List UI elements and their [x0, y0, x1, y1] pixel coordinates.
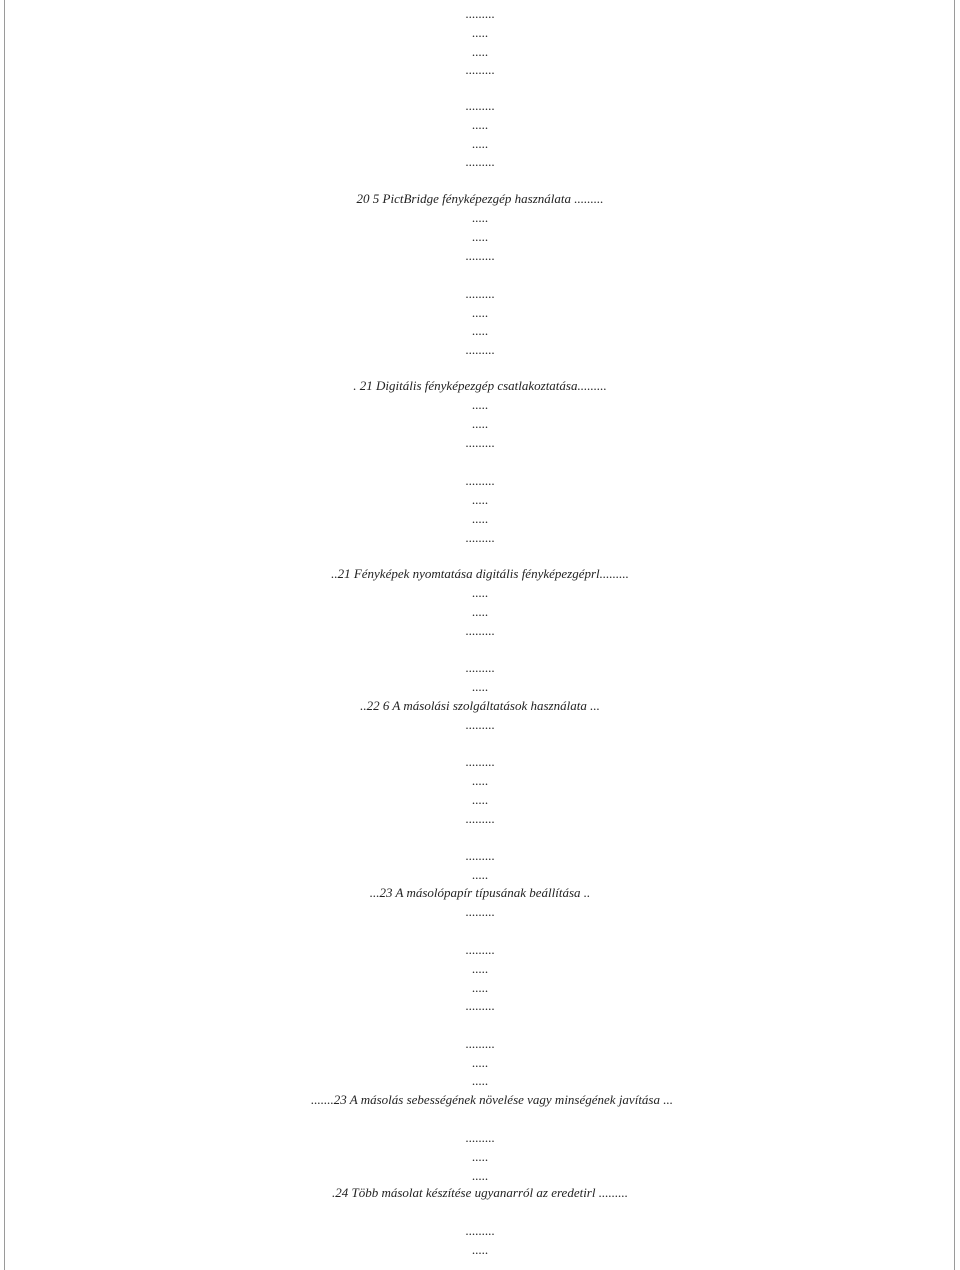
dot-leader-line: ..... [471, 1242, 489, 1257]
dot-leader-line: ..... [471, 323, 489, 338]
dot-leader-line: ..... [471, 25, 489, 40]
dot-leader-line: ..... [471, 867, 489, 882]
dot-leader-line: ..... [471, 1168, 489, 1183]
left-page-border [4, 0, 5, 1270]
dot-leader-line: ..... [471, 773, 489, 788]
dot-leader-line: ......... [465, 660, 495, 675]
dot-leader-line: ......... [465, 717, 495, 732]
toc-entry-copy-speed-quality: .......23 A másolás sebességének növelése vagy minségének javítása ... [311, 1092, 673, 1107]
dot-leader-line: ..... [471, 511, 489, 526]
dot-leader-line: ......... [465, 154, 495, 169]
dot-leader-line: ......... [465, 754, 495, 769]
dot-leader-line: ......... [465, 6, 495, 21]
dot-leader-line: ..... [471, 1149, 489, 1164]
dot-leader-line: ......... [465, 623, 495, 638]
dot-leader-line: ......... [465, 811, 495, 826]
dot-leader-line: ......... [465, 904, 495, 919]
dot-leader-line: ..... [471, 679, 489, 694]
dot-leader-line: ......... [465, 342, 495, 357]
toc-entry-photo-printing: ..21 Fényképek nyomtatása digitális fényképezgéprl......... [331, 566, 629, 581]
dot-leader-line: ......... [465, 1223, 495, 1238]
dot-leader-line: ..... [471, 44, 489, 59]
toc-entry-camera-connect: . 21 Digitális fényképezgép csatlakoztatása......... [353, 378, 607, 393]
dot-leader-line: ......... [465, 62, 495, 77]
dot-leader-line: ..... [471, 604, 489, 619]
dot-leader-line: ......... [465, 435, 495, 450]
dot-leader-line: ..... [471, 229, 489, 244]
dot-leader-line: ..... [471, 980, 489, 995]
right-page-border [954, 0, 955, 1270]
toc-entry-paper-type: ...23 A másolópapír típusának beállítása .. [369, 885, 591, 900]
dot-leader-line: ..... [471, 210, 489, 225]
dot-leader-line: ..... [471, 585, 489, 600]
toc-entry-copy-services: ..22 6 A másolási szolgáltatások használata ... [360, 698, 600, 713]
dot-leader-line: ..... [471, 1055, 489, 1070]
dot-leader-line: ......... [465, 98, 495, 113]
dot-leader-line: ......... [465, 1130, 495, 1145]
dot-leader-line: ......... [465, 1036, 495, 1051]
dot-leader-line: ......... [465, 248, 495, 263]
dot-leader-line: ..... [471, 792, 489, 807]
dot-leader-line: ......... [465, 530, 495, 545]
dot-leader-line: ..... [471, 961, 489, 976]
toc-entry-multiple-copies: .24 Több másolat készítése ugyanarról az eredetirl ......... [332, 1185, 628, 1200]
dot-leader-line: ..... [471, 117, 489, 132]
toc-entry-pictbridge: 20 5 PictBridge fényképezgép használata ......... [356, 191, 604, 206]
dot-leader-line: ..... [471, 416, 489, 431]
dot-leader-line: ..... [471, 492, 489, 507]
dot-leader-line: ..... [471, 305, 489, 320]
dot-leader-line: ......... [465, 942, 495, 957]
dot-leader-line: ......... [465, 473, 495, 488]
dot-leader-line: ......... [465, 848, 495, 863]
dot-leader-line: ..... [471, 397, 489, 412]
dot-leader-line: ..... [471, 1073, 489, 1088]
dot-leader-line: ......... [465, 998, 495, 1013]
dot-leader-line: ......... [465, 286, 495, 301]
dot-leader-line: ..... [471, 136, 489, 151]
